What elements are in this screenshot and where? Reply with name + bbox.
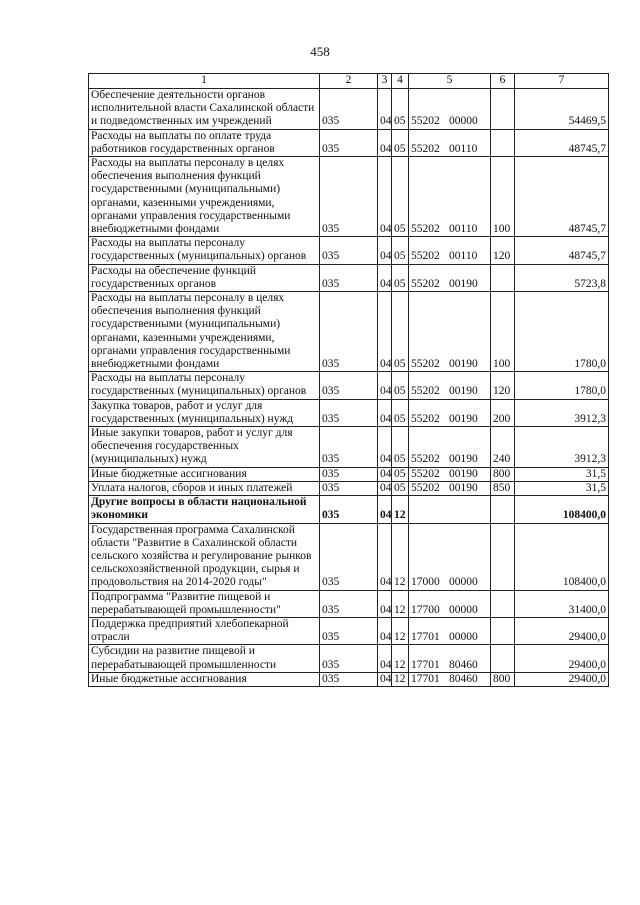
row-amount: 54469,5 [515,89,609,130]
row-amount: 1780,0 [515,292,609,372]
row-target-program: 55202 [411,277,440,290]
row-target-direction: 00190 [449,385,478,398]
row-section: 04 [378,672,392,686]
row-subsection: 05 [392,157,409,237]
row-section: 04 [378,467,392,481]
row-name: Расходы на выплаты персоналу государственных (муниципальных) органов [89,237,320,264]
row-subsection: 12 [392,496,409,523]
row-target-program: 17701 [411,672,440,685]
row-section: 04 [378,264,392,291]
row-target-direction: 00000 [449,603,478,616]
table-row [89,481,609,495]
col-header-6: 6 [491,74,515,89]
row-target-code [409,89,491,130]
row-target-code [409,467,491,481]
row-subsection: 05 [392,427,409,468]
row-target-code [409,496,491,523]
row-code: 035 [320,427,378,468]
table-row [89,645,609,672]
row-target-program: 55202 [411,115,440,128]
row-target-code [409,427,491,468]
row-section: 04 [378,129,392,156]
row-target-program: 55202 [411,412,440,425]
row-expense-type: 240 [491,427,515,468]
row-subsection: 05 [392,129,409,156]
table-row [89,427,609,468]
row-code: 035 [320,237,378,264]
row-target-code [409,590,491,617]
row-expense-type [491,590,515,617]
row-section: 04 [378,89,392,130]
row-target-direction: 00190 [449,467,478,480]
table-row [89,399,609,426]
row-target-code [409,481,491,495]
row-target-direction: 00110 [449,250,478,263]
row-section: 04 [378,157,392,237]
row-target-program: 17700 [411,603,440,616]
row-section: 04 [378,372,392,399]
row-subsection: 05 [392,467,409,481]
row-expense-type: 800 [491,672,515,686]
row-name: Субсидии на развитие пищевой и перерабатывающей промышленности [89,645,320,672]
row-code: 035 [320,672,378,686]
row-target-direction: 00190 [449,277,478,290]
row-target-program: 55202 [411,142,440,155]
row-target-direction: 00000 [449,631,478,644]
row-code: 035 [320,617,378,644]
row-code: 035 [320,372,378,399]
row-subsection: 05 [392,481,409,495]
row-code: 035 [320,264,378,291]
row-target-code [409,399,491,426]
row-amount: 48745,7 [515,129,609,156]
row-expense-type: 100 [491,292,515,372]
row-target-program: 55202 [411,358,440,371]
row-name: Расходы на выплаты персоналу государственных (муниципальных) органов [89,372,320,399]
row-section: 04 [378,237,392,264]
row-target-direction: 00000 [449,576,478,589]
row-amount: 5723,8 [515,264,609,291]
page-number: 458 [310,44,330,59]
row-target-direction: 80460 [449,672,478,685]
row-expense-type: 200 [491,399,515,426]
row-target-code [409,617,491,644]
table-row [89,292,609,372]
row-target-code [409,523,491,590]
row-target-code [409,372,491,399]
row-target-program: 17701 [411,658,440,671]
budget-table [88,73,609,687]
row-target-code [409,237,491,264]
row-expense-type: 100 [491,157,515,237]
row-target-direction: 00190 [449,412,478,425]
row-amount: 31,5 [515,481,609,495]
row-target-program: 55202 [411,481,440,494]
row-target-program: 55202 [411,453,440,466]
row-name: Поддержка предприятий хлебопекарной отрасли [89,617,320,644]
row-amount: 31,5 [515,467,609,481]
row-target-direction: 00190 [449,481,478,494]
row-expense-type [491,645,515,672]
row-section: 04 [378,590,392,617]
row-target-direction: 80460 [449,658,478,671]
row-target-program: 17701 [411,631,440,644]
row-amount: 3912,3 [515,399,609,426]
row-target-program: 55202 [411,250,440,263]
row-amount: 3912,3 [515,427,609,468]
row-target-program: 55202 [411,467,440,480]
row-target-direction: 00190 [449,358,478,371]
row-subsection: 12 [392,645,409,672]
row-target-code [409,672,491,686]
row-amount: 29400,0 [515,645,609,672]
row-code: 035 [320,590,378,617]
row-section: 04 [378,292,392,372]
row-target-program: 55202 [411,385,440,398]
row-section: 04 [378,427,392,468]
table-row [89,372,609,399]
row-section: 04 [378,481,392,495]
table-row [89,523,609,590]
row-name: Другие вопросы в области национальной экономики [89,496,320,523]
row-expense-type: 800 [491,467,515,481]
row-amount: 1780,0 [515,372,609,399]
row-subsection: 05 [392,292,409,372]
table-row [89,672,609,686]
row-name: Расходы на выплаты персоналу в целях обеспечения выполнения функций государственными (муниципальными) органами, казенными учреждениями, органами управления государственными внебюджетными фондами [89,292,320,372]
row-amount: 29400,0 [515,672,609,686]
table-row [89,496,609,523]
row-section: 04 [378,645,392,672]
row-subsection: 12 [392,672,409,686]
row-target-code [409,264,491,291]
row-code: 035 [320,157,378,237]
row-name: Расходы на обеспечение функций государственных органов [89,264,320,291]
row-name: Иные бюджетные ассигнования [89,467,320,481]
table-row [89,264,609,291]
table-row [89,129,609,156]
row-amount: 29400,0 [515,617,609,644]
row-target-program: 55202 [411,223,440,236]
row-code: 035 [320,129,378,156]
row-target-direction: 00000 [449,115,478,128]
row-amount: 48745,7 [515,237,609,264]
table-row [89,89,609,130]
table-row [89,590,609,617]
row-name: Расходы на выплаты персоналу в целях обеспечения выполнения функций государственными (муниципальными) органами, казенными учреждениями, органами управления государственными внебюджетными фондами [89,157,320,237]
row-name: Обеспечение деятельности органов исполнительной власти Сахалинской области и подведомственных им учреждений [89,89,320,130]
row-code: 035 [320,467,378,481]
row-target-direction: 00190 [449,453,478,466]
table-row [89,237,609,264]
row-code: 035 [320,481,378,495]
row-subsection: 05 [392,372,409,399]
row-code: 035 [320,399,378,426]
row-expense-type [491,89,515,130]
row-target-code [409,292,491,372]
header-row [89,74,609,89]
row-subsection: 05 [392,237,409,264]
row-section: 04 [378,523,392,590]
row-name: Расходы на выплаты по оплате труда работников государственных органов [89,129,320,156]
row-code: 035 [320,523,378,590]
row-expense-type [491,523,515,590]
row-subsection: 05 [392,399,409,426]
row-expense-type [491,496,515,523]
row-amount: 108400,0 [515,496,609,523]
row-target-code [409,129,491,156]
row-name: Подпрограмма "Развитие пищевой и перерабатывающей промышленности" [89,590,320,617]
row-expense-type: 120 [491,237,515,264]
col-header-3: 3 [378,74,392,89]
col-header-2: 2 [320,74,378,89]
row-target-direction: 00110 [449,142,478,155]
table-row [89,617,609,644]
row-target-program: 17000 [411,576,440,589]
row-target-code [409,157,491,237]
table-row [89,157,609,237]
row-name: Иные бюджетные ассигнования [89,672,320,686]
row-subsection: 05 [392,264,409,291]
row-expense-type [491,264,515,291]
col-header-5: 5 [409,74,491,89]
row-subsection: 12 [392,617,409,644]
row-name: Государственная программа Сахалинской области "Развитие в Сахалинской области сельского хозяйства и регулирование рынков сельскохозяйственной продукции, сырья и продовольствия на 2014-2020 годы" [89,523,320,590]
col-header-1: 1 [89,74,320,89]
row-subsection: 05 [392,89,409,130]
row-code: 035 [320,645,378,672]
row-target-code [409,645,491,672]
row-section: 04 [378,399,392,426]
row-name: Иные закупки товаров, работ и услуг для обеспечения государственных (муниципальных) нужд [89,427,320,468]
row-name: Уплата налогов, сборов и иных платежей [89,481,320,495]
row-name: Закупка товаров, работ и услуг для государственных (муниципальных) нужд [89,399,320,426]
col-header-7: 7 [515,74,609,89]
row-section: 04 [378,496,392,523]
row-amount: 108400,0 [515,523,609,590]
row-section: 04 [378,617,392,644]
row-code: 035 [320,292,378,372]
row-expense-type [491,129,515,156]
row-expense-type: 850 [491,481,515,495]
row-code: 035 [320,89,378,130]
row-target-direction: 00110 [449,223,478,236]
row-expense-type: 120 [491,372,515,399]
row-subsection: 12 [392,590,409,617]
row-code: 035 [320,496,378,523]
row-expense-type [491,617,515,644]
table-row [89,467,609,481]
col-header-4: 4 [392,74,409,89]
row-amount: 48745,7 [515,157,609,237]
row-amount: 31400,0 [515,590,609,617]
row-subsection: 12 [392,523,409,590]
